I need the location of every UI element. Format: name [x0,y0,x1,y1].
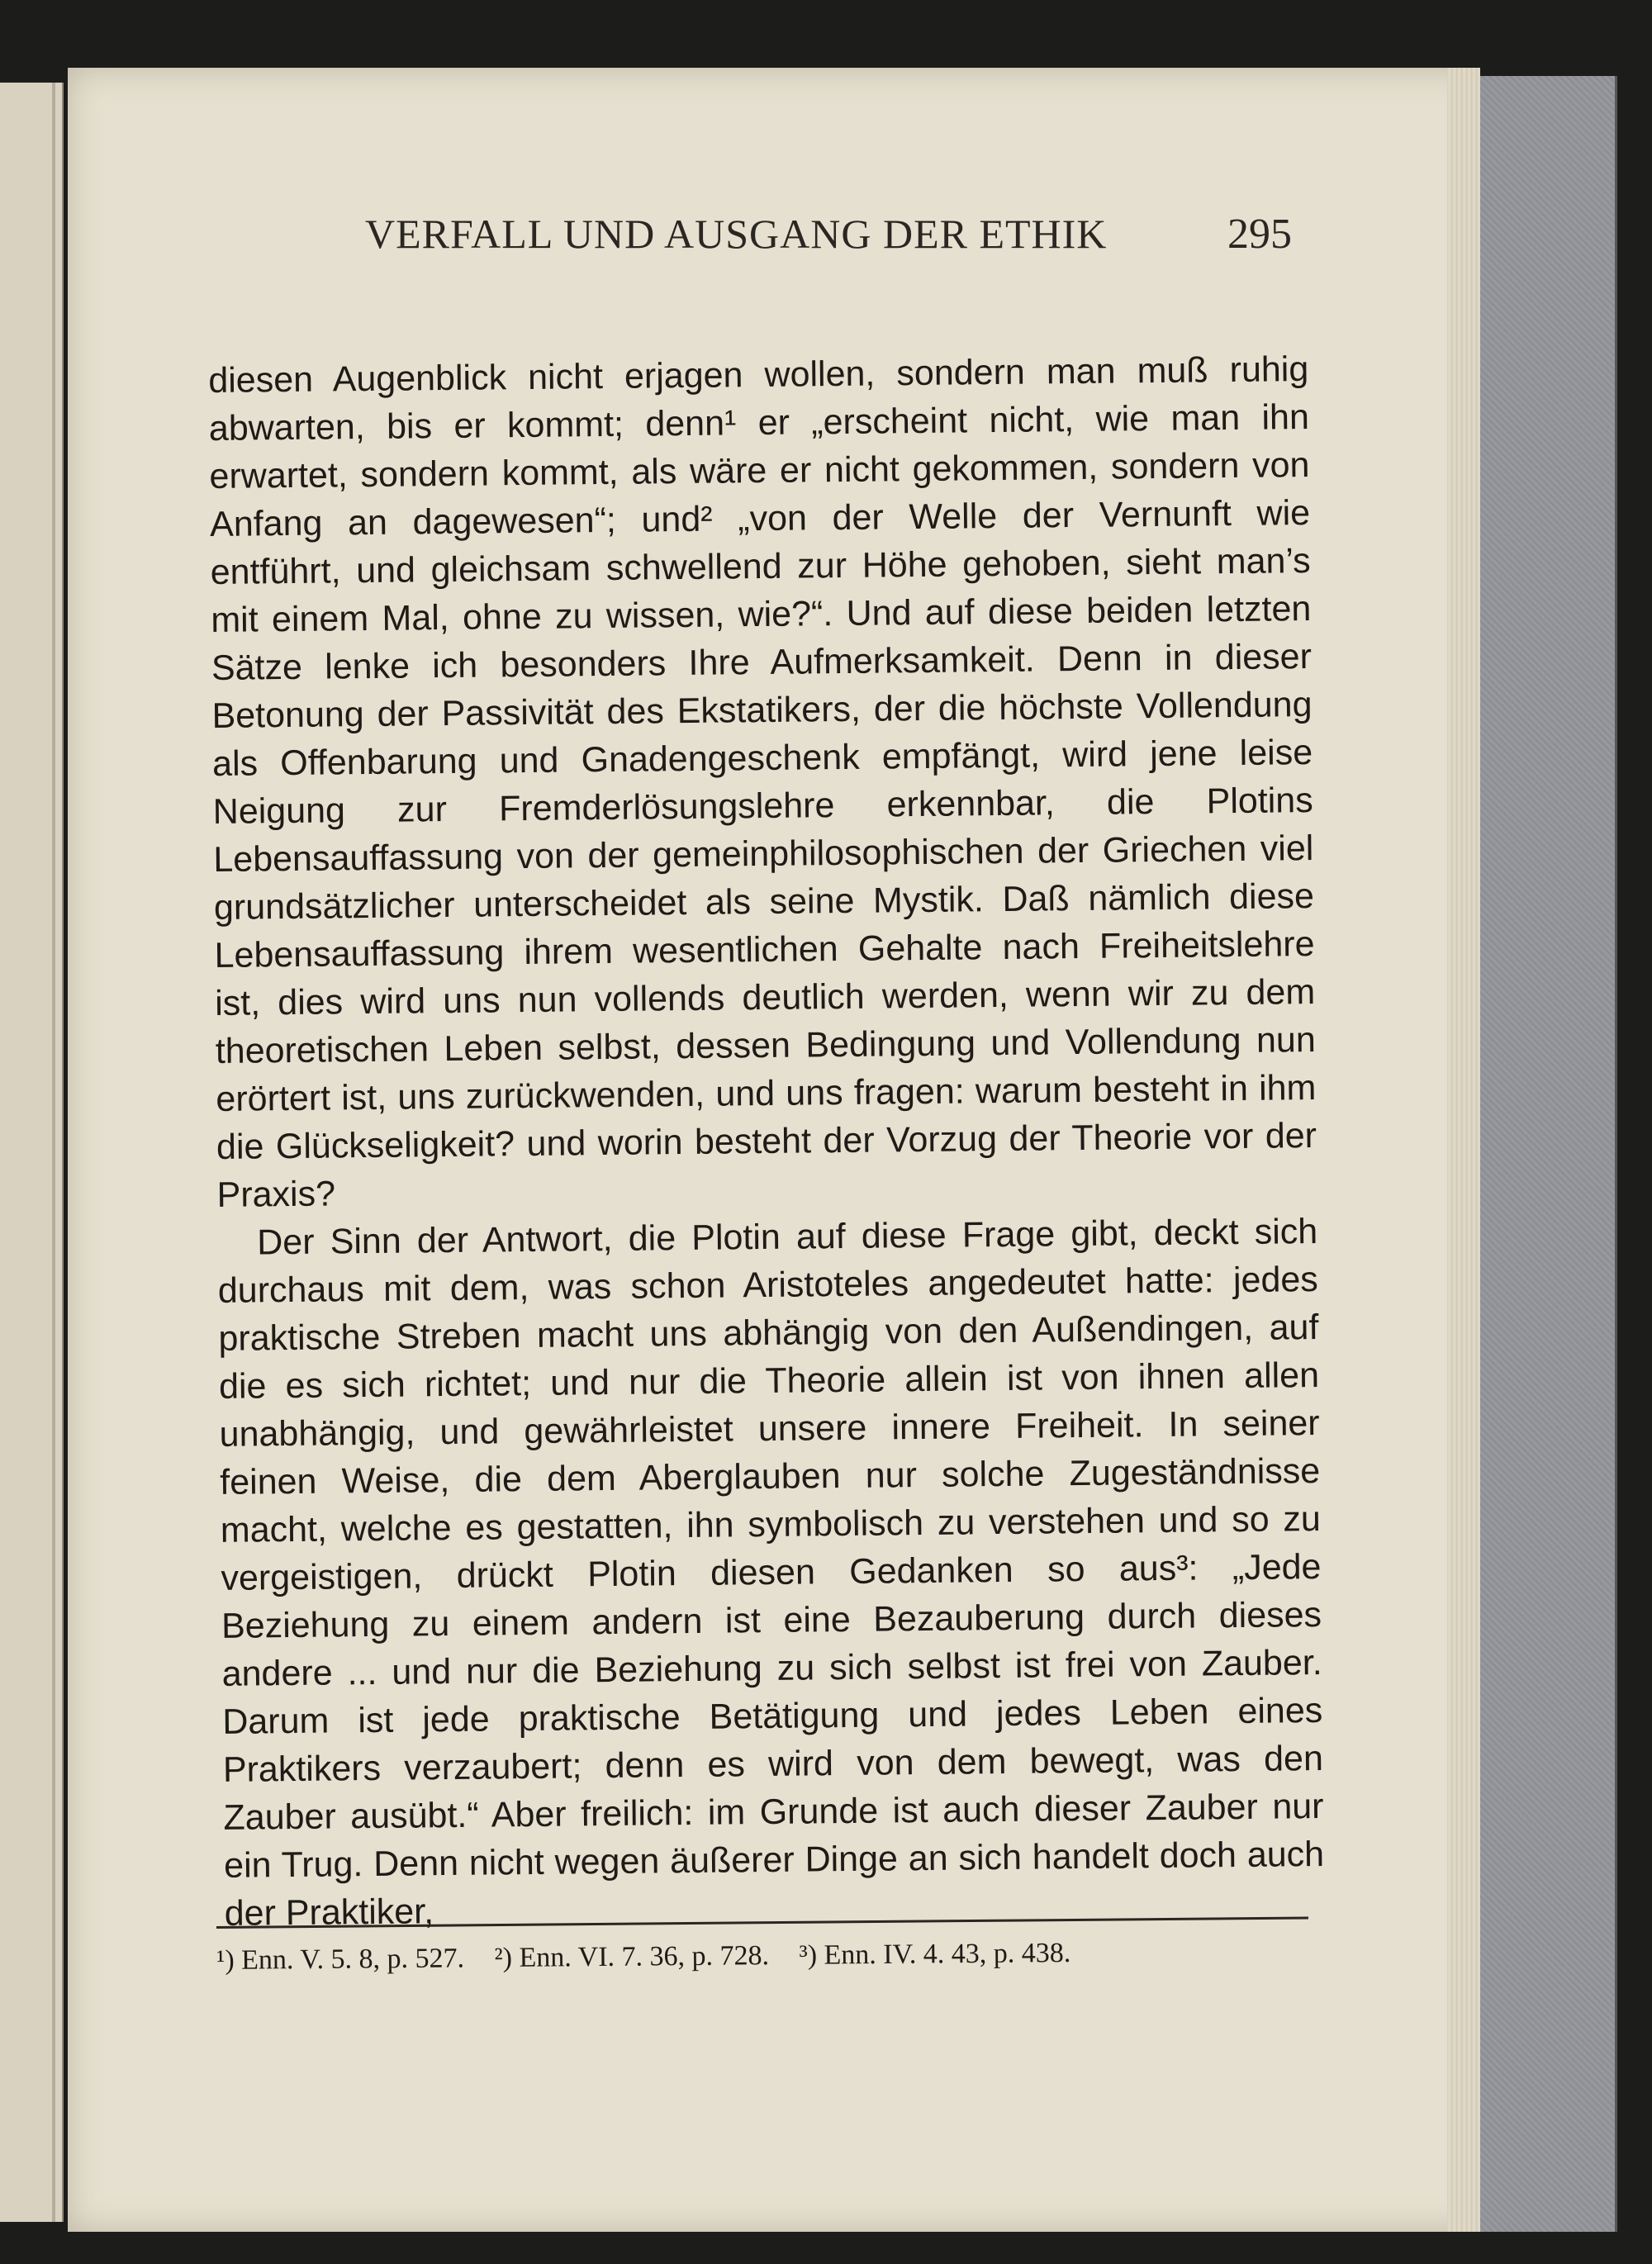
book-page [68,68,1480,2232]
body-text [208,345,1325,1938]
paragraph-2: Der Sinn der Antwort, die Plotin auf diese Frage gibt, deckt sich durchaus mit dem, was schon Aristoteles angedeutet hatte: jedes praktische Streben macht uns abhängig von den Außendingen, auf die es sich richtet; und nur die Theorie allein ist von ihnen allen unabhängig, und gewährleistet unsere innere Freiheit. In seiner feinen Weise, die dem Aberglauben nur solche Zugeständnisse macht, welche es gestatten, ihn symbolisch zu verstehen und so zu vergeistigen, drückt Plotin diesen Gedanken so aus³: „Jede Beziehung zu einem andern ist eine Bezauberung durch dieses andere ... und nur die Beziehung zu sich selbst ist frei von Zauber. Darum ist jede praktische Betätigung und jedes Leben eines Praktikers verzaubert; denn es wird von dem bewegt, was den Zauber ausübt.“ Aber freilich: im Grunde ist auch dieser Zauber nur ein Trug. Denn nicht wegen äußerer Dinge an sich handelt doch auch der Praktiker, [217,1211,1325,1934]
running-head-title: VERFALL UND AUSGANG DER ETHIK [365,211,1108,257]
running-head [365,210,1292,292]
footnote-2: ²) Enn. VI. 7. 36, p. 728. [494,1940,770,1974]
paragraph-1: diesen Augenblick nicht erjagen wollen, sondern man muß ruhig abwarten, bis er kommt; denn¹ er „erscheint nicht, wie man ihn erwartet, sondern kommt, als wäre er nicht gekommen, sondern von Anfang an dagewesen“; und² „von der Welle der Vernunft wie entführt, und gleichsam schwellend zur Höhe gehoben, sieht man’s mit einem Mal, ohne zu wissen, wie?“. Und auf diese beiden letzten Sätze lenke ich besonders Ihre Aufmerksamkeit. Denn in dieser Betonung der Passivität des Ekstatikers, der die höchste Vollendung als Offenbarung und Gnadengeschenk empfängt, wird jene leise Neigung zur Fremderlösungslehre erkennbar, die Plotins Lebensauffassung von der gemeinphilosophischen der Griechen viel grundsätzlicher unterscheidet als seine Mystik. Daß nämlich diese Lebensauffassung ihrem wesentlichen Gehalte nach Freiheitslehre ist, dies wird uns nun vollends deutlich werden, wenn wir zu dem theoretischen Leben selbst, dessen Bedingung und Vollendung nun erörtert ist, uns zurückwenden, und uns fragen: warum besteht in ihm die Glückseligkeit? und worin besteht der Vorzug der Theorie vor der Praxis? [208,349,1317,1215]
page-stack-edge [1447,68,1480,2232]
footnote-3: ³) Enn. IV. 4. 43, p. 438. [799,1937,1071,1971]
footnote-1: ¹) Enn. V. 5. 8, p. 527. [216,1943,465,1976]
previous-page-edge [0,83,64,2222]
page-number: 295 [1227,211,1292,258]
footnotes [216,1933,1315,1979]
